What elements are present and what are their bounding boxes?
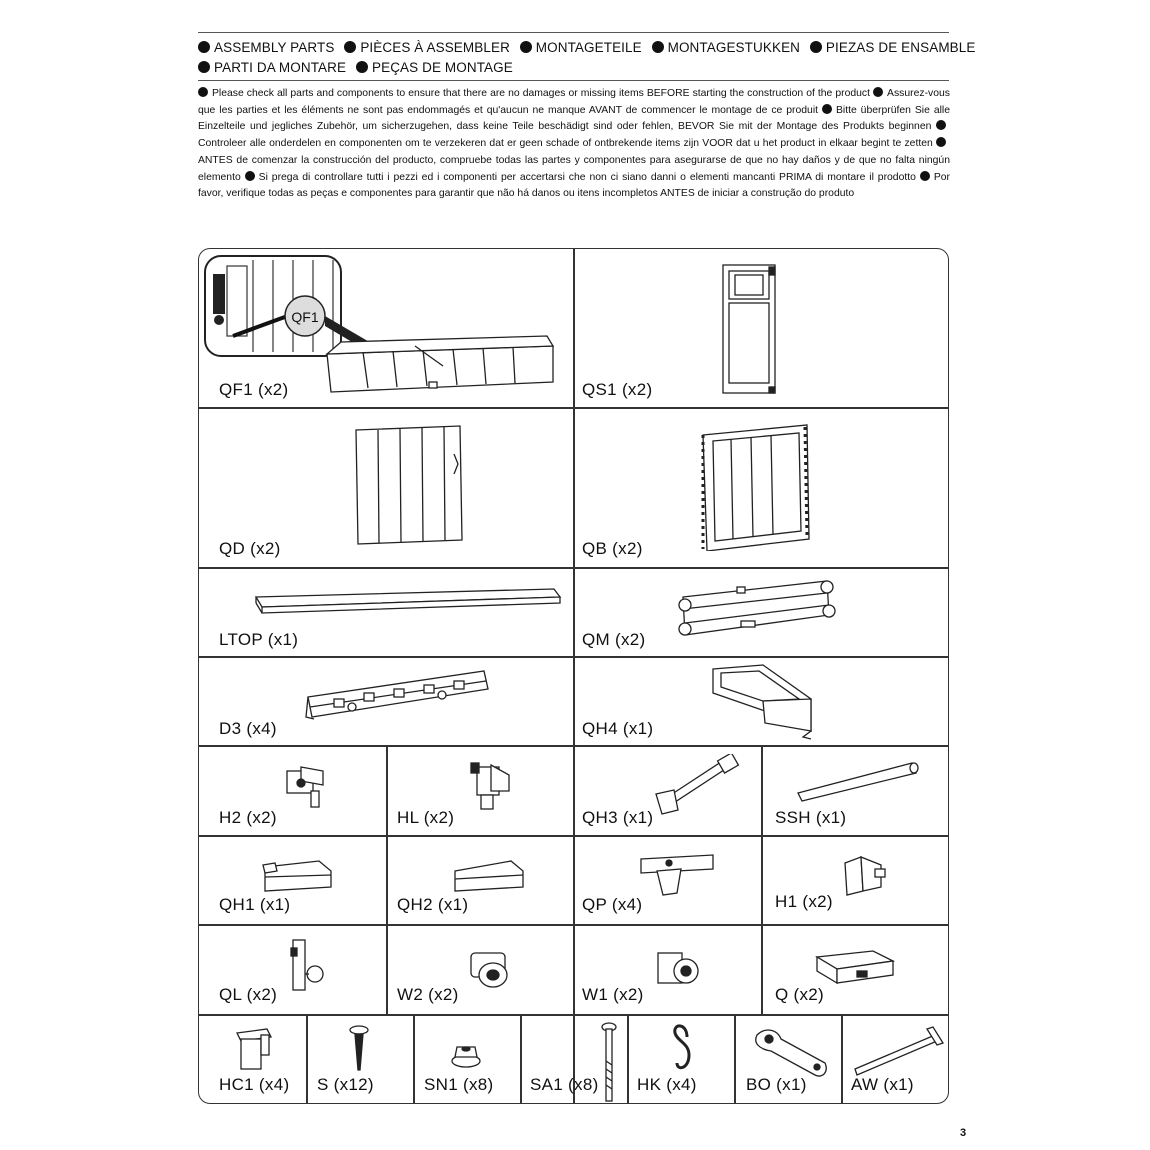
part-label: W1 (x2): [582, 985, 644, 1004]
grid-line: [386, 745, 388, 1014]
part-d3-illustration: [304, 667, 494, 725]
header-item: MONTAGESTUKKEN: [667, 40, 801, 55]
part-s-illustration: [347, 1024, 371, 1074]
part-qh1-illustration: [259, 857, 339, 895]
part-qs1-illustration: [719, 263, 779, 399]
header-item: PARTI DA MONTARE: [214, 60, 347, 75]
header-item: MONTAGETEILE: [535, 40, 642, 55]
part-label: QP (x4): [582, 895, 643, 914]
part-label: QS1 (x2): [582, 380, 653, 399]
part-label: SA1 (x8): [530, 1075, 599, 1094]
part-label: D3 (x4): [219, 719, 277, 738]
flag-de-icon: [520, 41, 532, 53]
language-header-line-2: [198, 58, 958, 78]
instruction-text: ANTES de comenzar la construcción del producto, compruebe todas las partes y componentes para asegurarse de que no hay daños y de que no falta ningún elemento: [198, 154, 950, 183]
page-number: 3: [960, 1127, 967, 1139]
part-h2-illustration: [281, 765, 331, 811]
part-hk-illustration: [669, 1019, 699, 1079]
flag-es-icon: [936, 137, 946, 147]
part-q-illustration: [813, 949, 897, 989]
header-item: PIÈCES À ASSEMBLER: [360, 40, 510, 55]
part-label: S (x12): [317, 1075, 374, 1094]
part-label: HK (x4): [637, 1075, 697, 1094]
part-label: H1 (x2): [775, 892, 833, 911]
flag-pt-icon: [356, 61, 368, 73]
part-sa1-illustration: [599, 1021, 619, 1104]
part-sn1-illustration: [449, 1039, 483, 1069]
grid-line: [841, 1014, 843, 1104]
language-header-line-1: [198, 38, 976, 58]
flag-fr-icon: [344, 41, 356, 53]
part-label: AW (x1): [851, 1075, 914, 1094]
instruction-text: Bitte überprüfen Sie alle Einzelteile und jegliches Zubehör, um sicherzugehen, dass keine Teile beschädigt sind oder fehlen, BEVOR Sie mit der Montage des Produkts beginnen: [198, 104, 950, 133]
instruction-text: Si prega di controllare tutti i pezzi ed i componenti per accertarsi che non ci siano danni o elementi mancanti PRIMA di montare il prodotto: [258, 171, 916, 183]
grid-line: [761, 745, 763, 1014]
header-item: PEÇAS DE MONTAGE: [371, 60, 513, 75]
part-label: W2 (x2): [397, 985, 459, 1004]
instructions-paragraph: [198, 86, 950, 203]
part-label: SN1 (x8): [424, 1075, 494, 1094]
part-label: QH2 (x1): [397, 895, 469, 914]
part-label: Q (x2): [775, 985, 825, 1004]
part-label: SSH (x1): [775, 808, 847, 827]
grid-line: [573, 249, 575, 835]
flag-nl-icon: [936, 120, 946, 130]
part-qh3-illustration: [654, 754, 744, 816]
part-qh2-illustration: [451, 857, 531, 895]
flag-en-icon: [198, 87, 208, 97]
flag-de-icon: [822, 104, 832, 114]
flag-it-icon: [198, 61, 210, 73]
header-item: PIEZAS DE ENSAMBLE: [825, 40, 976, 55]
grid-line: [734, 1014, 736, 1104]
part-label: QD (x2): [219, 539, 281, 558]
part-label: H2 (x2): [219, 808, 277, 827]
grid-line: [306, 1014, 308, 1104]
top-rule: [198, 32, 949, 33]
part-label: QH1 (x1): [219, 895, 291, 914]
part-hl-illustration: [469, 761, 513, 811]
part-label: HL (x2): [397, 808, 455, 827]
part-ql-illustration: [287, 938, 333, 996]
flag-es-icon: [810, 41, 822, 53]
instruction-text: Assurez-vous que les parties et les éléments ne sont pas endommagés et qu'aucun ne manque AVANT de commencer le montage de ce produit: [198, 88, 950, 116]
part-qd-illustration: [354, 424, 464, 546]
part-aw-illustration: [851, 1025, 945, 1077]
flag-it-icon: [245, 171, 255, 181]
part-label: QB (x2): [582, 539, 643, 558]
grid-line: [627, 1014, 629, 1104]
part-label: QF1 (x2): [219, 380, 289, 399]
callout-label: QF1: [291, 309, 319, 325]
header-rule: [198, 80, 949, 81]
part-label: QL (x2): [219, 985, 278, 1004]
grid-line: [520, 1014, 522, 1104]
part-h1-illustration: [841, 855, 891, 897]
part-label: BO (x1): [746, 1075, 807, 1094]
part-ssh-illustration: [794, 761, 922, 803]
part-qp-illustration: [637, 853, 717, 899]
part-ltop-illustration: [254, 587, 564, 617]
part-qm-illustration: [677, 579, 839, 641]
instruction-text: Please check all parts and components to ensure that there are no damages or missing items BEFORE starting the construction of the product: [212, 88, 871, 99]
flag-nl-icon: [652, 41, 664, 53]
flag-pt-icon: [920, 171, 930, 181]
instruction-text: Por favor, verifique todas as peças e componentes para garantir que não há danos ou itens incompletos ANTES de iniciar a construção do produto: [198, 171, 951, 200]
part-w1-illustration: [654, 949, 702, 991]
part-label: LTOP (x1): [219, 630, 299, 649]
header-item: ASSEMBLY PARTS: [214, 40, 335, 55]
part-label: QH3 (x1): [582, 808, 654, 827]
part-qb-illustration: [701, 423, 811, 551]
instruction-text: Controleer alle onderdelen en componenten om te verzekeren dat er geen schade of ontbrekende items zijn VOOR dat u het product in elkaar begint te zetten: [198, 138, 933, 150]
grid-line: [573, 835, 575, 1104]
flag-fr-icon: [873, 87, 883, 97]
flag-en-icon: [198, 41, 210, 53]
part-hc1-illustration: [231, 1027, 277, 1073]
part-w2-illustration: [467, 947, 517, 993]
part-label: QM (x2): [582, 630, 646, 649]
grid-line: [413, 1014, 415, 1104]
parts-grid: [198, 248, 949, 1104]
part-label: HC1 (x4): [219, 1075, 290, 1094]
part-bo-illustration: [751, 1025, 831, 1081]
part-qh4-illustration: [707, 663, 817, 741]
part-label: QH4 (x1): [582, 719, 654, 738]
